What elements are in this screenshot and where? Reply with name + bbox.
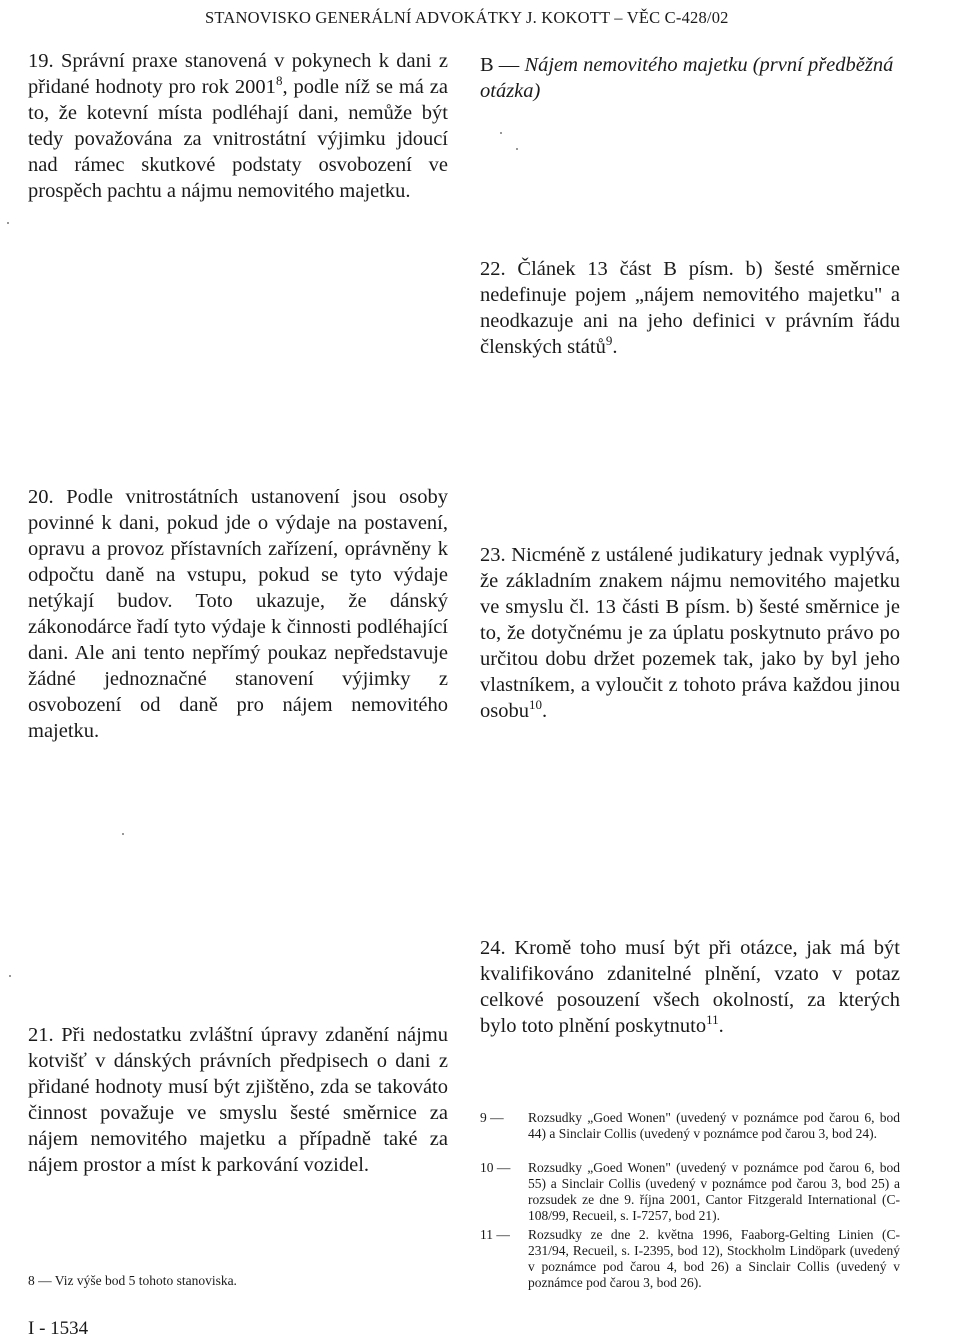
running-header: STANOVISKO GENERÁLNÍ ADVOKÁTKY J. KOKOTT – VĚC C-428/02 [205,8,729,27]
footnote-8-number: 8 — [28,1273,52,1288]
paragraph-22-text: 22. Článek 13 část B písm. b) šesté směrnice nedefinuje pojem „nájem nemovitého majetku" a neodkazuje ani na jeho definici v právním řádu členských států [480,258,900,358]
footnote-10 [480,1160,900,1224]
scan-speck [500,132,502,134]
footnote-10-number: 10 — [480,1160,511,1175]
paragraph-19 [28,48,448,204]
paragraph-24-text: 24. Kromě toho musí být při otázce, jak má být kvalifikováno zdanitelné plnění, vzato v potaz celkové posouzení všech okolností, za kterých bylo toto plnění poskytnuto [480,937,900,1037]
section-heading-b [480,52,910,104]
section-heading-title: Nájem nemovitého majetku (první předběžná otázka) [480,54,894,102]
footnote-9 [480,1110,900,1142]
scan-speck [516,148,518,150]
paragraph-22 [480,256,900,360]
paragraph-23 [480,542,900,724]
scan-speck [7,222,9,224]
paragraph-21: 21. Při nedostatku zvláštní úpravy zdanění nájmu kotvišť v dánských právních předpisech o dani z přidané hodnoty musí být zjištěno, zda se takováto činnost považuje ve smyslu šesté směrnice za nájem nemovitého majetku a případně také za nájem prostor a míst k parkování vozidel. [28,1024,448,1176]
footnote-ref-11[interactable]: 11 [706,1012,719,1027]
footnote-8 [28,1273,237,1289]
footnote-ref-8[interactable]: 8 [275,73,283,88]
scan-speck [122,833,124,835]
paragraph-19-text-cont: , podle níž se má za to, že kotevní místa podléhají dani, nemůže být tedy považována za vnitrostátní výjimku jdoucí nad rámec skutkové podstaty osvobození ve prospěch pachtu a nájmu nemovitého majetku. [28,76,448,202]
footnote-9-text: Rozsudky „Goed Wonen" (uvedený v poznámce pod čarou 6, bod 44) a Sinclair Collis (uvedený v poznámce pod čarou 3, bod 24). [528,1110,900,1141]
footnote-10-text: Rozsudky „Goed Wonen" (uvedený v poznámce pod čarou 6, bod 55) a Sinclair Collis (uvedený v poznámce pod čarou 3, bod 25) a rozsudek ze dne 9. října 2001, Cantor Fitzgerald International (C-108/99, Recueil, s. I-7257, bod 21). [528,1160,900,1223]
paragraph-19-text: 19. Správní praxe stanovená v pokynech k dani z přidané hodnoty pro rok 2001 [28,50,448,98]
paragraph-23-text-cont: . [541,700,548,722]
footnote-ref-9[interactable]: 9 [605,333,613,348]
scan-speck [9,975,11,977]
footnote-9-number: 9 — [480,1110,504,1125]
footnote-11 [480,1227,900,1291]
footnote-8-text: Viz výše bod 5 tohoto stanoviska. [54,1273,237,1288]
paragraph-22-text-cont: . [612,336,618,358]
footnote-ref-10[interactable]: 10 [528,697,542,712]
footnote-11-text: Rozsudky ze dne 2. května 1996, Faaborg-Gelting Linien (C-231/94, Recueil, s. I-2395, bod 12), Stockholm Lindöpark (uvedený v poznámce pod čarou 4, bod 26) a Sinclair Collis (uvedený v poznámce pod čarou 3, bod 26). [528,1227,900,1290]
footnote-11-number: 11 — [480,1227,510,1242]
section-heading-prefix: B — [480,54,520,76]
paragraph-24 [480,935,900,1039]
paragraph-24-text-cont: . [718,1015,724,1037]
paragraph-20: 20. Podle vnitrostátních ustanovení jsou osoby povinné k dani, pokud jde o výdaje na postavení, opravu a provoz přístavních zařízení, oprávněny k odpočtu daně na vstupu, pokud se tyto výdaje netýkají budov. Toto ukazuje, že dánský zákonodárce řadí tyto výdaje k činnosti podléhající dani. Ale ani tento nepřímý poukaz nepředstavuje žádné jednoznačné stanovení výjimky z osvobození od daně pro nájem nemovitého majetku. [28,486,448,742]
paragraph-23-text: 23. Nicméně z ustálené judikatury jednak vyplývá, že základním znakem nájmu nemovitého majetku ve smyslu čl. 13 části B písm. b) šesté směrnice je to, že dotyčnému je za úplatu poskytnuto právo po určitou dobu držet pozemek tak, jako by byl jeho vlastníkem, a vyloučit z tohoto práva každou jinou osobu [480,544,900,722]
page-number: I - 1534 [28,1318,89,1339]
